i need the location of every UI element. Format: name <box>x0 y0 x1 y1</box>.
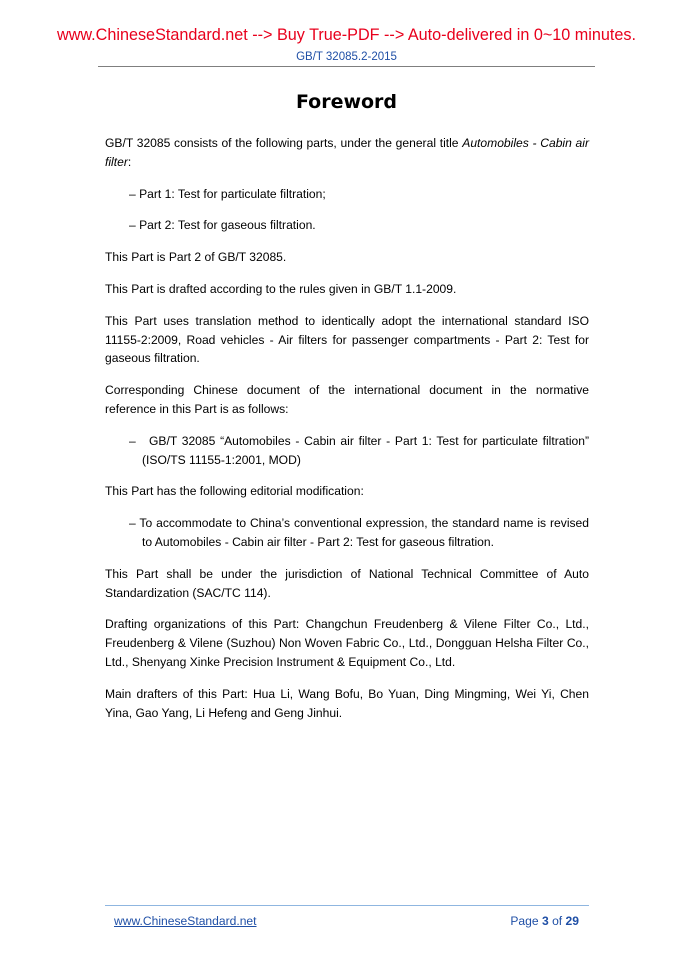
page-title: Foreword <box>295 91 398 113</box>
list-item-modification: – To accommodate to China’s conventional expression, the standard name is revised to Automobiles - Cabin air filter - Part 2: Test for gaseous filtration. <box>129 516 589 549</box>
page-word: Page <box>510 914 539 928</box>
page-of: of <box>552 914 563 928</box>
paragraph-part-statement: This Part is Part 2 of GB/T 32085. <box>105 250 287 265</box>
paragraph-editorial-intro: This Part has the following editorial modification: <box>105 484 364 499</box>
reference-text: GB/T 32085 “Automobiles - Cabin air filter - Part 1: Test for particulate filtration” (ISO/TS 11155-1:2001, MOD) <box>142 433 589 467</box>
list-item-part1: – Part 1: Test for particulate filtration; <box>129 186 326 201</box>
paragraph-main-drafters: Main drafters of this Part: Hua Li, Wang Bofu, Bo Yuan, Ding Mingming, Wei Yi, Chen Yina, Gao Yang, Li Hefeng and Geng Jinhui. <box>105 686 589 720</box>
list-item-part2: – Part 2: Test for gaseous filtration. <box>129 218 316 233</box>
paragraph-jurisdiction: This Part shall be under the jurisdiction of National Technical Committee of Auto Standardization (SAC/TC 114). <box>105 566 589 600</box>
paragraph-text: GB/T 32085 consists of the following parts, under the general title <box>105 136 463 150</box>
page-number <box>510 914 579 928</box>
standard-code-header: GB/T 32085.2-2015 <box>296 51 397 63</box>
paragraph-normative-reference: Corresponding Chinese document of the international document in the normative reference in this Part is as follows: <box>105 383 589 416</box>
paragraph-drafting-rules: This Part is drafted according to the rules given in GB/T 1.1-2009. <box>105 281 457 296</box>
foreword-body <box>105 134 589 735</box>
general-title-italic: Automobiles - Cabin air filter <box>105 136 589 169</box>
page-current: 3 <box>541 914 549 928</box>
paragraph-text: : <box>127 154 132 169</box>
list-dash: – <box>129 433 136 448</box>
paragraph-drafting-organizations: Drafting organizations of this Part: Changchun Freudenberg & Vilene Filter Co., Ltd., Freudenberg & Vilene (Suzhou) Non Woven Fabric Co., Ltd., Dongguan Helsha Filter Co., Ltd., Shenyang Xinke Precision Instrument & Equipment Co., Ltd. <box>105 617 589 669</box>
page-total: 29 <box>565 914 579 928</box>
footer-site-link[interactable]: www.ChineseStandard.net <box>114 914 257 928</box>
header-divider <box>98 66 595 67</box>
purchase-banner[interactable]: www.ChineseStandard.net --> Buy True-PDF --> Auto-delivered in 0~10 minutes. <box>57 26 636 44</box>
paragraph-translation-method: This Part uses translation method to identically adopt the international standard ISO 11155-2:2009, Road vehicles - Air filters for passenger compartments - Part 2: Test for gaseous filtration. <box>105 313 589 366</box>
paragraph-parts-intro <box>105 134 589 172</box>
footer-divider <box>105 905 589 906</box>
list-item-reference <box>105 432 589 470</box>
